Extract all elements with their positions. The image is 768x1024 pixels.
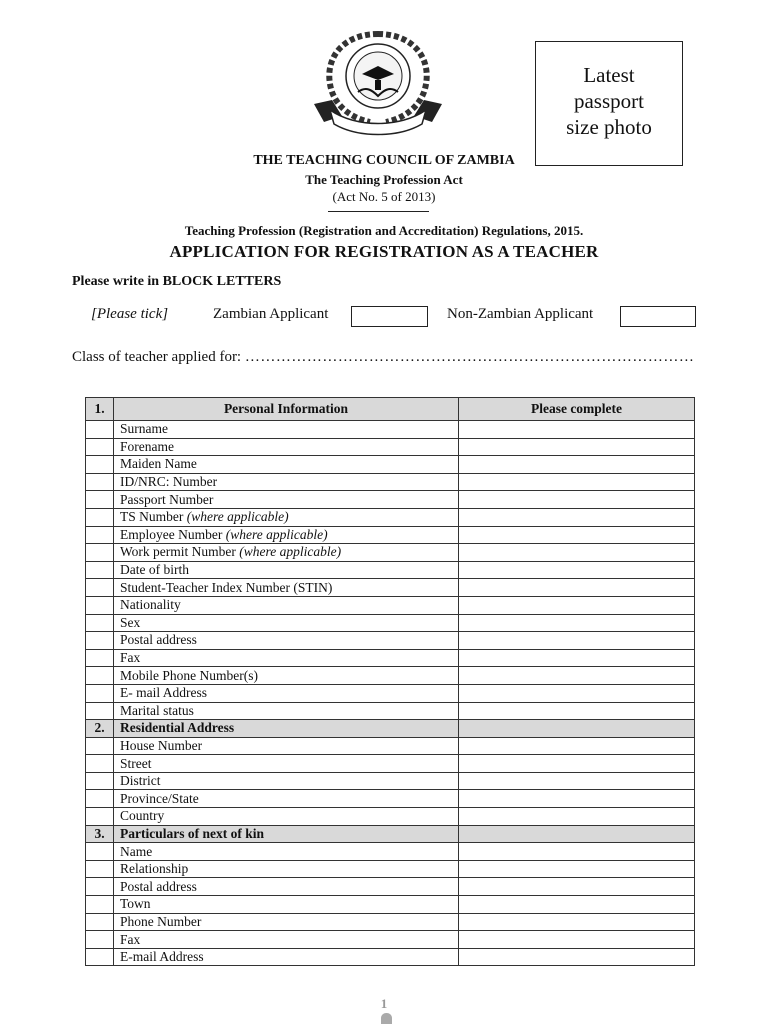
field-label bbox=[114, 614, 459, 632]
section-title: Personal Information bbox=[114, 398, 459, 421]
field-label bbox=[114, 508, 459, 526]
photo-line-1: Latest bbox=[583, 63, 635, 87]
field-label bbox=[114, 649, 459, 667]
field-value-input[interactable] bbox=[459, 544, 695, 562]
row-number-cell bbox=[86, 684, 114, 702]
field-label bbox=[114, 843, 459, 861]
field-label bbox=[114, 491, 459, 509]
table-row bbox=[86, 755, 695, 773]
field-label-text: Town bbox=[120, 896, 151, 912]
table-row bbox=[86, 491, 695, 509]
section-number: 2. bbox=[86, 720, 114, 738]
table-row bbox=[86, 561, 695, 579]
field-label-text: House Number bbox=[120, 737, 203, 753]
form-title: APPLICATION FOR REGISTRATION AS A TEACHER bbox=[169, 242, 599, 261]
row-number-cell bbox=[86, 421, 114, 439]
row-number-cell bbox=[86, 737, 114, 755]
field-label bbox=[114, 526, 459, 544]
row-number-cell bbox=[86, 843, 114, 861]
table-row bbox=[86, 438, 695, 456]
row-number-cell bbox=[86, 614, 114, 632]
field-label-text: ID/NRC: Number bbox=[120, 474, 218, 490]
table-row bbox=[86, 790, 695, 808]
field-value-input[interactable] bbox=[459, 702, 695, 720]
table-row bbox=[86, 860, 695, 878]
row-number-cell bbox=[86, 913, 114, 931]
table-row bbox=[86, 667, 695, 685]
row-number-cell bbox=[86, 561, 114, 579]
table-row bbox=[86, 579, 695, 597]
table-row bbox=[86, 421, 695, 439]
field-label-text: Passport Number bbox=[120, 491, 214, 507]
field-value-input[interactable] bbox=[459, 808, 695, 826]
row-number-cell bbox=[86, 473, 114, 491]
page-number: 1 bbox=[380, 996, 388, 1011]
field-label bbox=[114, 473, 459, 491]
field-label bbox=[114, 860, 459, 878]
field-value-input[interactable] bbox=[459, 896, 695, 914]
field-value-input[interactable] bbox=[459, 421, 695, 439]
field-value-input[interactable] bbox=[459, 649, 695, 667]
class-of-teacher-label: Class of teacher applied for: bbox=[72, 349, 242, 365]
table-row bbox=[86, 843, 695, 861]
field-note: (where applicable) bbox=[239, 544, 342, 560]
row-number-cell bbox=[86, 755, 114, 773]
table-row bbox=[86, 649, 695, 667]
zambian-applicant-checkbox[interactable] bbox=[351, 306, 428, 327]
council-name: THE TEACHING COUNCIL OF ZAMBIA bbox=[253, 153, 515, 168]
column-header-please-complete: Please complete bbox=[459, 398, 695, 421]
field-label bbox=[114, 667, 459, 685]
field-label bbox=[114, 438, 459, 456]
field-label-text: Fax bbox=[120, 650, 141, 666]
field-label-text: Surname bbox=[120, 421, 168, 437]
field-label bbox=[114, 913, 459, 931]
field-label bbox=[114, 755, 459, 773]
row-number-cell bbox=[86, 491, 114, 509]
section-header-row bbox=[86, 398, 695, 421]
row-number-cell bbox=[86, 508, 114, 526]
row-number-cell bbox=[86, 596, 114, 614]
field-label-text: Mobile Phone Number(s) bbox=[120, 667, 258, 683]
row-number-cell bbox=[86, 948, 114, 966]
non-zambian-applicant-label: Non-Zambian Applicant bbox=[447, 306, 594, 322]
field-label-text: Country bbox=[120, 808, 165, 824]
table-row bbox=[86, 614, 695, 632]
field-value-input[interactable] bbox=[459, 843, 695, 861]
passport-photo-box[interactable] bbox=[535, 41, 683, 166]
field-label-text: Student-Teacher Index Number (STIN) bbox=[120, 579, 333, 595]
table-row bbox=[86, 737, 695, 755]
field-label-text: Marital status bbox=[120, 702, 194, 718]
field-label bbox=[114, 948, 459, 966]
field-value-input[interactable] bbox=[459, 913, 695, 931]
row-number-cell bbox=[86, 808, 114, 826]
field-label-text: E-mail Address bbox=[120, 949, 204, 965]
section-header-row bbox=[86, 825, 695, 843]
field-label bbox=[114, 931, 459, 949]
field-label bbox=[114, 456, 459, 474]
photo-line-2: passport bbox=[573, 89, 644, 113]
table-row bbox=[86, 878, 695, 896]
field-value-input[interactable] bbox=[459, 526, 695, 544]
row-number-cell bbox=[86, 544, 114, 562]
field-label bbox=[114, 421, 459, 439]
field-label-text: Relationship bbox=[120, 861, 189, 877]
field-label-text: Province/State bbox=[120, 790, 199, 806]
field-label-text: Forename bbox=[120, 438, 174, 454]
field-value-input[interactable] bbox=[459, 667, 695, 685]
act-name: The Teaching Profession Act bbox=[305, 172, 463, 187]
field-value-input[interactable] bbox=[459, 755, 695, 773]
field-value-input[interactable] bbox=[459, 737, 695, 755]
table-row bbox=[86, 544, 695, 562]
field-label-text: Work permit Number bbox=[120, 544, 240, 560]
row-number-cell bbox=[86, 878, 114, 896]
application-form-table bbox=[85, 397, 695, 966]
act-number: (Act No. 5 of 2013) bbox=[332, 189, 436, 204]
class-of-teacher-dotted-line: …………………………………………………………………………… bbox=[244, 349, 695, 365]
row-number-cell bbox=[86, 649, 114, 667]
table-row bbox=[86, 596, 695, 614]
field-label-text: Nationality bbox=[120, 597, 181, 613]
field-label bbox=[114, 596, 459, 614]
row-number-cell bbox=[86, 896, 114, 914]
field-label-text: Sex bbox=[120, 614, 141, 630]
non-zambian-applicant-checkbox[interactable] bbox=[620, 306, 696, 327]
field-value-input[interactable] bbox=[459, 772, 695, 790]
section-title: Residential Address bbox=[114, 720, 459, 738]
row-number-cell bbox=[86, 667, 114, 685]
header-divider bbox=[328, 211, 429, 212]
class-of-teacher-field[interactable] bbox=[72, 349, 697, 366]
zambian-applicant-label: Zambian Applicant bbox=[213, 306, 329, 322]
section-number: 1. bbox=[86, 398, 114, 421]
field-label-text: Fax bbox=[120, 931, 141, 947]
field-value-input[interactable] bbox=[459, 948, 695, 966]
field-value-input[interactable] bbox=[459, 790, 695, 808]
field-label-text: Postal address bbox=[120, 632, 197, 648]
field-label bbox=[114, 808, 459, 826]
table-row bbox=[86, 931, 695, 949]
row-number-cell bbox=[86, 456, 114, 474]
field-label bbox=[114, 561, 459, 579]
row-number-cell bbox=[86, 702, 114, 720]
table-row bbox=[86, 526, 695, 544]
field-label-text: Date of birth bbox=[120, 562, 189, 578]
section-number: 3. bbox=[86, 825, 114, 843]
field-label bbox=[114, 702, 459, 720]
field-value-input[interactable] bbox=[459, 632, 695, 650]
field-value-input[interactable] bbox=[459, 931, 695, 949]
field-note: (where applicable) bbox=[225, 526, 328, 542]
page-marker bbox=[381, 1013, 392, 1024]
field-value-input[interactable] bbox=[459, 860, 695, 878]
field-label bbox=[114, 790, 459, 808]
field-label-text: Postal address bbox=[120, 878, 197, 894]
table-row bbox=[86, 632, 695, 650]
row-number-cell bbox=[86, 526, 114, 544]
section-blank-cell bbox=[459, 720, 695, 738]
field-value-input[interactable] bbox=[459, 596, 695, 614]
table-row bbox=[86, 772, 695, 790]
block-letters-instruction: Please write in BLOCK LETTERS bbox=[72, 274, 282, 289]
row-number-cell bbox=[86, 579, 114, 597]
row-number-cell bbox=[86, 931, 114, 949]
field-label-text: District bbox=[120, 773, 161, 789]
field-value-input[interactable] bbox=[459, 456, 695, 474]
row-number-cell bbox=[86, 860, 114, 878]
field-label bbox=[114, 878, 459, 896]
section-blank-cell bbox=[459, 825, 695, 843]
field-label bbox=[114, 737, 459, 755]
field-label-text: TS Number bbox=[120, 509, 187, 525]
field-label-text: Employee Number bbox=[120, 526, 226, 542]
field-value-input[interactable] bbox=[459, 561, 695, 579]
row-number-cell bbox=[86, 772, 114, 790]
table-row bbox=[86, 508, 695, 526]
photo-line-3: size photo bbox=[566, 115, 652, 139]
field-label bbox=[114, 684, 459, 702]
section-header-row bbox=[86, 720, 695, 738]
field-label-text: Phone Number bbox=[120, 913, 202, 929]
field-label bbox=[114, 579, 459, 597]
field-value-input[interactable] bbox=[459, 508, 695, 526]
table-row bbox=[86, 948, 695, 966]
section-title: Particulars of next of kin bbox=[114, 825, 459, 843]
table-row bbox=[86, 473, 695, 491]
field-label bbox=[114, 896, 459, 914]
row-number-cell bbox=[86, 632, 114, 650]
table-row bbox=[86, 684, 695, 702]
field-note: (where applicable) bbox=[186, 509, 289, 525]
field-label-text: E- mail Address bbox=[120, 685, 207, 701]
table-row bbox=[86, 913, 695, 931]
field-label-text: Name bbox=[120, 843, 153, 859]
table-row bbox=[86, 456, 695, 474]
row-number-cell bbox=[86, 438, 114, 456]
regulations-title: Teaching Profession (Registration and Accreditation) Regulations, 2015. bbox=[184, 223, 584, 238]
field-label bbox=[114, 632, 459, 650]
row-number-cell bbox=[86, 790, 114, 808]
field-value-input[interactable] bbox=[459, 614, 695, 632]
table-row bbox=[86, 808, 695, 826]
field-label bbox=[114, 544, 459, 562]
field-value-input[interactable] bbox=[459, 684, 695, 702]
field-label-text: Maiden Name bbox=[120, 456, 197, 472]
field-value-input[interactable] bbox=[459, 878, 695, 896]
field-value-input[interactable] bbox=[459, 579, 695, 597]
table-row bbox=[86, 896, 695, 914]
table-row bbox=[86, 702, 695, 720]
field-value-input[interactable] bbox=[459, 491, 695, 509]
field-label bbox=[114, 772, 459, 790]
field-label-text: Street bbox=[120, 755, 152, 771]
please-tick-label: [Please tick] bbox=[91, 306, 169, 322]
field-value-input[interactable] bbox=[459, 438, 695, 456]
field-value-input[interactable] bbox=[459, 473, 695, 491]
council-logo bbox=[312, 30, 444, 136]
